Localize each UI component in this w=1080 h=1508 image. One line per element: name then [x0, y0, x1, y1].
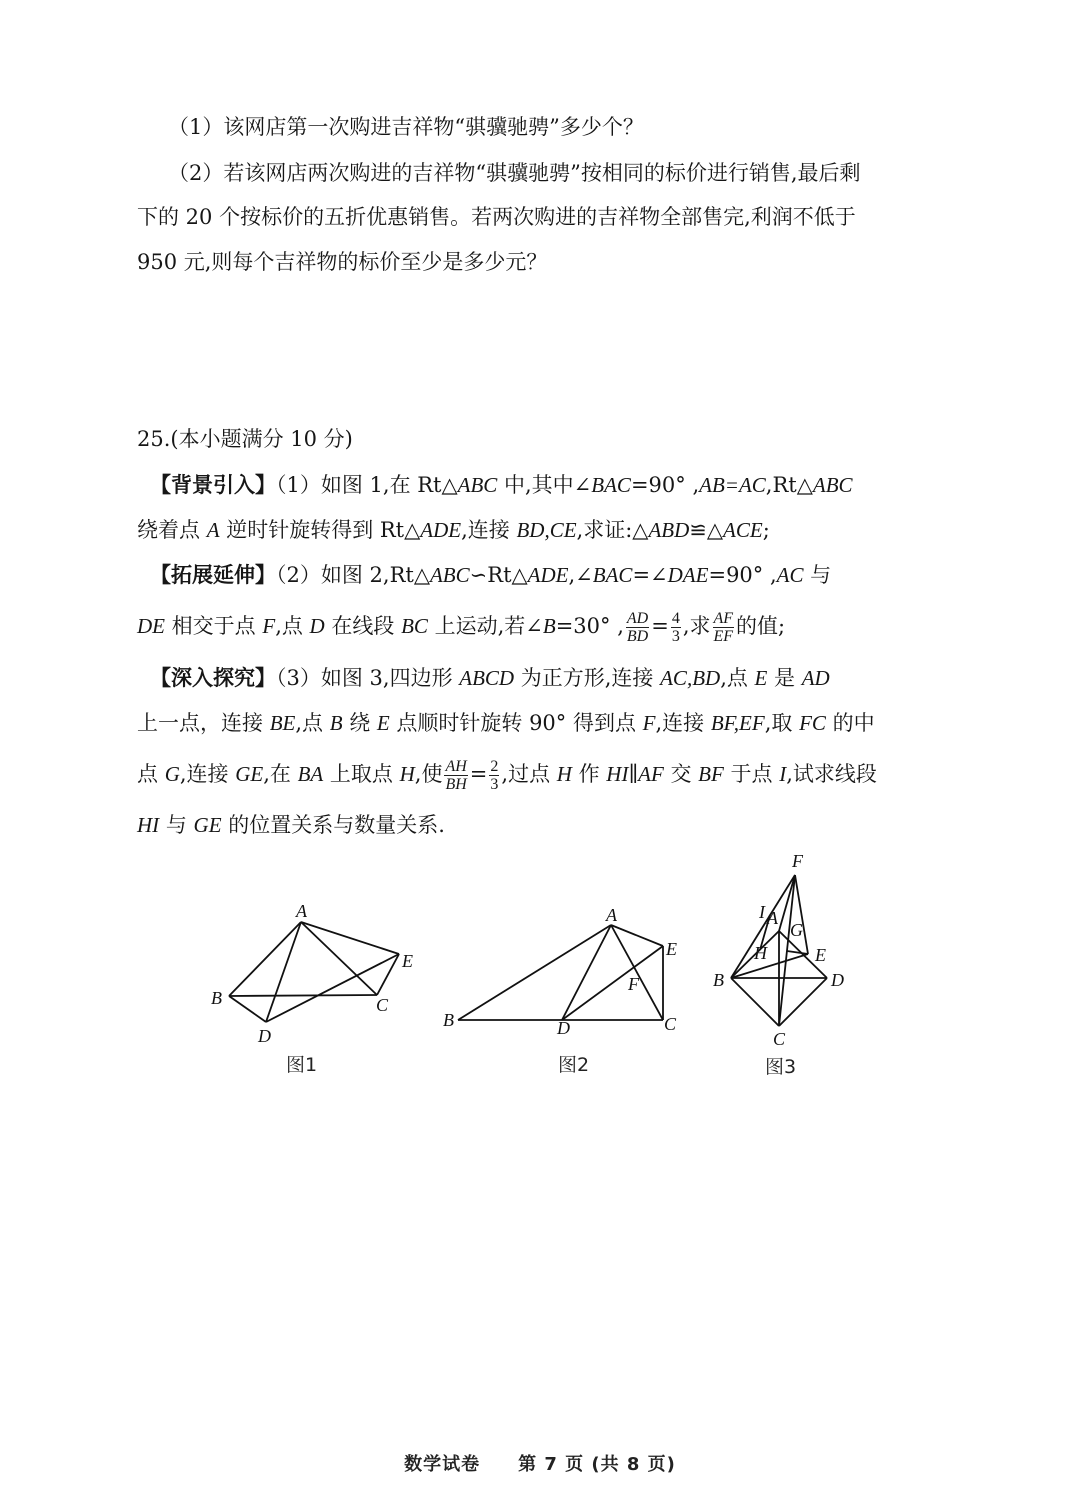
- q25-deep-line4: HI 与 GE 的位置关系与数量关系.: [137, 813, 445, 837]
- fig3-label-D: D: [831, 970, 844, 990]
- q25-deep-line2: 上一点，连接 BE,点 B 绕 E 点顺时针旋转 90° 得到点 F,连接 BF,EF,取 FC 的中: [137, 711, 875, 735]
- fig2-label-F: F: [628, 974, 639, 994]
- figure-3-lines: [731, 875, 827, 1026]
- q24-part2-line2: 下的 20 个按标价的五折优惠销售。若两次购进的吉祥物全部售完,利润不低于: [137, 205, 856, 229]
- fig3-label-B: B: [713, 970, 724, 990]
- fraction-2-3: $\frac{2}{3}$: [490, 758, 499, 793]
- fraction-af-ef: $\frac{AF}{EF}$: [713, 610, 734, 645]
- q25-background-line2: 绕着点 A 逆时针旋转得到 Rt△ADE,连接 BD,CE,求证:△ABD≌△ACE;: [137, 518, 770, 542]
- q25-title: 25.(本小题满分 10 分): [137, 427, 353, 451]
- fig3-label-G: G: [790, 920, 803, 940]
- fig1-label-B: B: [211, 988, 222, 1008]
- figure-3-caption: 图3: [765, 1056, 797, 1078]
- page-footer: 数学试卷 第 7 页 (共 8 页): [404, 1454, 676, 1475]
- fig2-label-B: B: [443, 1010, 454, 1030]
- figure-2-lines: [458, 925, 663, 1020]
- q25-deep-line3: 点 G,连接 GE,在 BA 上取点 H,使 $\frac{AH}{BH}$ = $\frac{2}{3}$ ,过点 H 作 HI∥AF 交 BF 于点 I,试求线段: [137, 758, 877, 793]
- fig2-label-D: D: [557, 1018, 570, 1038]
- fig2-label-A: A: [606, 905, 617, 925]
- q25-deep-line1: 【深入探究】（3）如图 3,四边形 ABCD 为正方形,连接 AC,BD,点 E 是 AD: [150, 666, 830, 690]
- fig1-label-D: D: [258, 1026, 271, 1046]
- fig3-label-H: H: [754, 943, 767, 963]
- fig3-label-C: C: [773, 1029, 786, 1049]
- q24-part2-line3: 950 元,则每个吉祥物的标价至少是多少元？: [137, 250, 548, 274]
- q24-part1: （1）该网店第一次购进吉祥物“骐骥驰骋”多少个？: [168, 115, 644, 139]
- fig1-label-C: C: [376, 995, 389, 1015]
- fig3-label-E: E: [815, 945, 826, 965]
- q25-extension-line2: DE 相交于点 F,点 D 在线段 BC 上运动,若∠B=30° , $\frac{AD}{BD}$ = $\frac{4}{3}$ ,求 $\frac{AF}{EF}$ 的值;: [137, 610, 786, 645]
- figure-1-caption: 图1: [286, 1054, 318, 1076]
- fraction-ah-bh: $\frac{AH}{BH}$: [445, 758, 467, 793]
- fig1-label-A: A: [296, 901, 307, 921]
- extension-label: 【拓展延伸】: [150, 563, 276, 587]
- figures-svg: [0, 845, 1080, 1105]
- deep-label: 【深入探究】: [150, 666, 276, 690]
- q25-extension-line1: 【拓展延伸】（2）如图 2,Rt△ABC∽Rt△ADE,∠BAC=∠DAE=90° ,AC 与: [150, 563, 832, 587]
- fig1-label-E: E: [402, 951, 413, 971]
- fig2-label-E: E: [666, 939, 677, 959]
- background-label: 【背景引入】: [150, 473, 276, 497]
- q24-part2-line1: （2）若该网店两次购进的吉祥物“骐骥驰骋”按相同的标价进行销售,最后剩: [168, 161, 861, 185]
- figure-2-caption: 图2: [558, 1054, 590, 1076]
- figure-1-lines: [229, 922, 399, 1022]
- q25-background-line1: 【背景引入】（1）如图 1,在 Rt△ABC 中,其中∠BAC=90° ,AB=AC,Rt△ABC: [150, 473, 853, 497]
- fig3-label-A: A: [767, 908, 778, 928]
- fraction-4-3: $\frac{4}{3}$: [671, 610, 680, 645]
- fig3-label-I: I: [759, 902, 765, 922]
- fig2-label-C: C: [664, 1014, 677, 1034]
- fraction-ad-bd: $\frac{AD}{BD}$: [626, 610, 649, 645]
- fig3-label-F: F: [792, 851, 803, 871]
